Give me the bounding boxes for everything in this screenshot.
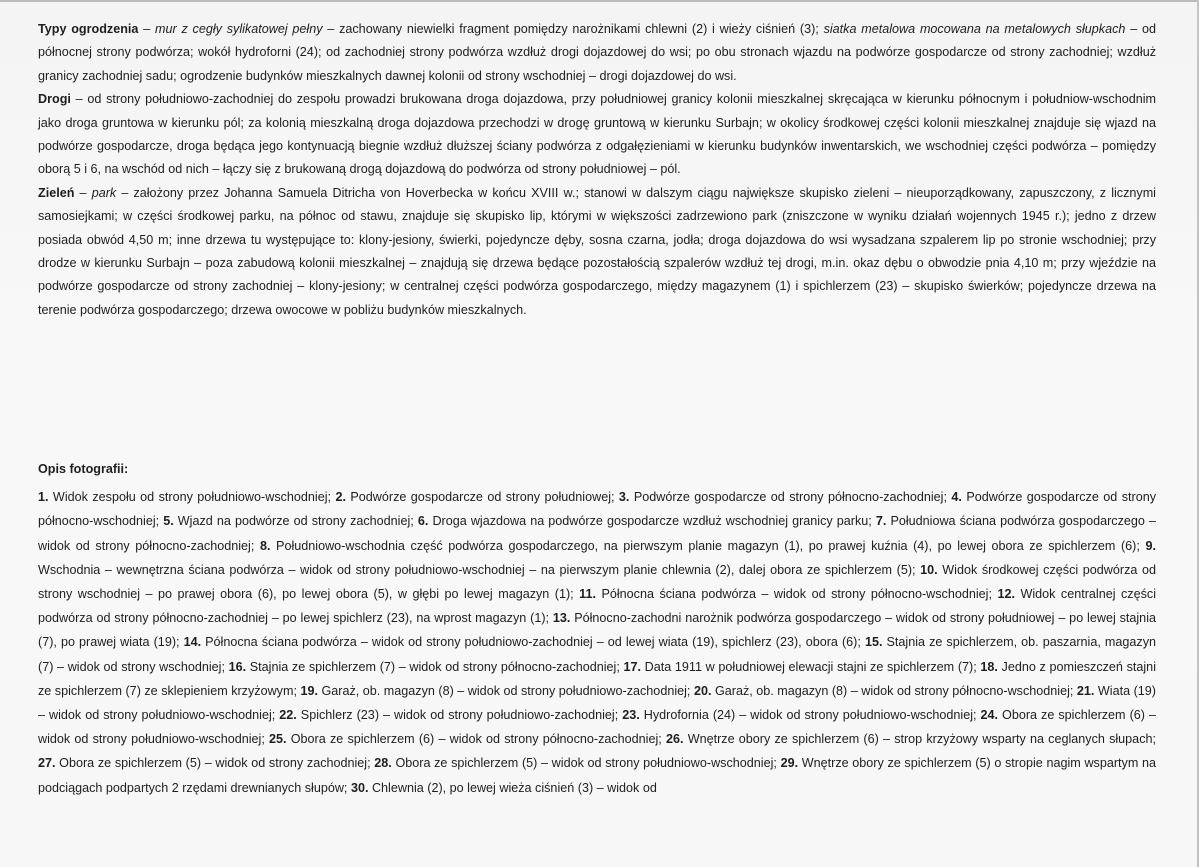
fences-paragraph: [38, 18, 1156, 88]
photo-item-number: 13.: [552, 611, 571, 626]
photo-item-number: 30.: [350, 780, 369, 795]
photo-item-number: 17.: [623, 659, 642, 674]
photo-item-text: Droga wjazdowa na podwórze gospodarcze wzdłuż wschodniej granicy parku;: [428, 514, 876, 529]
photo-item-text: Spichlerz (23) – widok od strony południowo-zachodniej;: [296, 708, 623, 723]
photo-item-number: 23.: [622, 708, 640, 723]
fences-text-1: –: [138, 22, 155, 36]
photo-heading-text: Opis fotografii:: [38, 462, 129, 476]
photo-item-number: 26.: [665, 732, 684, 747]
photo-item-number: 12.: [997, 587, 1015, 602]
greenery-paragraph: [38, 182, 1156, 322]
greenery-text-2: – założony przez Johanna Samuela Ditricha von Hoverbecka w końcu XVIII w.; stanowi w dalszym ciągu największe skupisko zieleni – nieuporządkowany, zapuszczony, z licznymi samosiejkami; w części środkowej parku, na północ od stawu, znajduje się skupisko lip, którymi w większości zadrzewiono park (zniszczone w wyniku działań wojennych 1945 r.); jedno z drzew posiada obwód 4,50 m; inne drzewa tu występujące to: klony-jesiony, świerki, pojedyncze dęby, sosna czarna, jodła; droga dojazdowa do wsi wysadzana szpalerem lip po stronie wschodniej; przy drodze w kierunku Surbajn – poza zabudową kolonii mieszkalnej – znajdują się drzewa będące pozostałością szpalerów wzdłuż tej drogi, m.in. okaz dębu o obwodzie pnia 4,10 m; przy wjeździe na podwórze gospodarcze od strony zachodniej – klony-jesiony; w centralnej części podwórza gospodarczego, między magazynem (1) i spichlerzem (23) – skupisko świerków; pojedyncze drzewa na terenie podwórza gospodarczego; drzewa owocowe w pobliżu budynków mieszkalnych.: [38, 185, 1156, 317]
fences-italic-1: mur z cegły sylikatowej pełny: [155, 22, 323, 36]
photo-item-text: Obora ze spichlerzem (6) –widok od strony południowo-wschodniej;: [38, 708, 1156, 747]
photo-item-text: Wjazd na podwórze od strony zachodniej;: [173, 514, 418, 529]
photo-item-text: Stajnia ze spichlerzem, ob. paszarnia, magazyn (7) – widok od strony wschodniej;: [38, 635, 1156, 674]
photo-item-text: Garaż, ob. magazyn (8) – widok od strony południowo-zachodniej;: [317, 683, 694, 698]
photo-descriptions-block: [38, 457, 1156, 800]
photo-item-text: Obora ze spichlerzem (5) – widok od strony zachodniej;: [55, 756, 375, 771]
photo-item-number: 25.: [269, 732, 287, 747]
photo-item-text: Wiata (19) – widok od strony południowo-wschodniej;: [38, 683, 1156, 723]
scan-edge-top: [0, 0, 1199, 2]
photo-item-number: 15.: [864, 635, 883, 650]
greenery-label: Zieleń: [38, 185, 75, 200]
photo-item-text: Data 1911 w południowej elewacji stajni ze spichlerzem (7);: [641, 659, 981, 674]
photo-item-text: Chlewnia (2), po lewej wieża ciśnień (3) – widok od: [368, 780, 657, 795]
photo-item-text: Podwórze gospodarcze od strony północno-zachodniej;: [629, 490, 952, 505]
photo-item-text: Widok środkowej części podwórza od strony wschodniej – po prawej obora (6), po lewej obora (5), w głębi po lewej magazyn (1);: [38, 562, 1156, 602]
photo-item-text: Wschodnia – wewnętrzna ściana podwórza – widok od strony południowo-wschodniej – na pierwszym planie chlewnia (2), dalej obora ze spichlerzem (5);: [38, 562, 921, 577]
photo-item-number: 18.: [980, 659, 998, 674]
photo-item-number: 16.: [228, 659, 247, 674]
photo-item-text: Północna ściana podwórza – widok od strony północno-wschodniej;: [595, 587, 998, 602]
photo-item-number: 21.: [1076, 683, 1095, 698]
fences-text-3: – od północnej strony podwórza; wokół hydroforni (24); od zachodniej strony podwórza wzdłuż drogi dojazdowej do wsi; po obu stronach wjazdu na podwórze gospodarcze od strony zachodniej; wzdłuż granicy zachodniej sadu; ogrodzenie budynków mieszkalnych dawnej kolonii od strony wschodniej – drogi dojazdowej do wsi.: [38, 22, 1156, 83]
photo-item-number: 19.: [300, 683, 318, 698]
photo-item-text: Wnętrze obory ze spichlerzem (5) o stropie nagim wspartym na podciągach podpartych 2 rzędami drewnianych słupów;: [38, 756, 1156, 795]
photo-item-text: Widok centralnej części podwórza od strony północno-zachodniej – po lewej spichlerz (23), na wprost magazyn (1);: [38, 587, 1156, 626]
photo-item-text: Podwórze gospodarcze od strony północno-wschodniej;: [38, 490, 1156, 529]
photo-item-number: 1.: [38, 490, 49, 505]
photo-item-number: 4.: [951, 490, 962, 505]
greenery-italic-1: park: [91, 185, 117, 200]
roads-text: – od strony południowo-zachodniej do zespołu prowadzi brukowana droga dojazdowa, przy południowej granicy kolonii mieszkalnej skręcająca w kierunku północnym i południow-wschodnim jako droga gruntowa w kierunku pól; za kolonią mieszkalną droga dojazdowa przechodzi w drogę gruntową w kierunku Surbajn; w okolicy środkowej części kolonii mieszkalnej znajduje się wjazd na podwórze gospodarcze, droga będąca jego kontynuacją biegnie wzdłuż dłuższej ściany podwórza z odgałęzieniami w kierunku budynków inwentarskich, we wschodniej części podwórza – pomiędzy oborą 5 i 6, na wschód od nich – łączy się z brukowaną drogą dojazdową do podwórza od strony południowej – pól.: [38, 92, 1156, 177]
photo-item-number: 27.: [38, 756, 56, 771]
roads-label: Drogi: [38, 92, 71, 107]
photo-list: [38, 485, 1156, 800]
photo-item-number: 3.: [618, 490, 630, 505]
photo-item-number: 22.: [279, 708, 297, 723]
fences-label: Typy ogrodzenia: [38, 22, 139, 36]
photo-item-text: Garaż, ob. magazyn (8) – widok od strony północno-wschodniej;: [711, 683, 1077, 698]
photo-item-number: 20.: [693, 683, 712, 698]
photo-item-text: Widok zespołu od strony południowo-wschodniej;: [48, 490, 336, 505]
fences-italic-2: siatka metalowa mocowana na metalowych słupkach: [823, 22, 1126, 36]
photo-item-text: Północno-zachodni narożnik podwórza gospodarczego – widok od strony południowej – po lewej stajnia (7), po prawej wiata (19);: [38, 611, 1156, 650]
photo-item-number: 6.: [417, 514, 429, 529]
photo-item-text: Obora ze spichlerzem (6) – widok od strony północno-zachodniej;: [286, 732, 666, 747]
photo-descriptions-heading: [38, 457, 1156, 481]
photo-item-text: Wnętrze obory ze spichlerzem (6) – strop krzyżowy wsparty na ceglanych słupach;: [683, 732, 1156, 747]
photo-item-number: 10.: [920, 562, 938, 577]
descriptions-block: [38, 18, 1156, 322]
photo-item-number: 14.: [183, 635, 202, 650]
photo-item-number: 29.: [780, 756, 799, 771]
photo-item-text: Obora ze spichlerzem (5) – widok od strony południowo-wschodniej;: [391, 756, 781, 771]
photo-item-text: Podwórze gospodarcze od strony południowej;: [345, 490, 619, 505]
photo-item-text: Południowa ściana podwórza gospodarczego – widok od strony północno-zachodniej;: [38, 514, 1156, 553]
photo-item-number: 2.: [335, 490, 346, 505]
photo-item-number: 24.: [980, 708, 999, 723]
greenery-text-1: –: [74, 185, 92, 200]
photo-item-text: Hydrofornia (24) – widok od strony południowo-wschodniej;: [639, 708, 981, 723]
photo-item-number: 5.: [163, 514, 174, 529]
roads-paragraph: [38, 88, 1156, 182]
photo-item-number: 8.: [259, 538, 271, 553]
photo-item-number: 9.: [1145, 538, 1156, 553]
fences-text-2: – zachowany niewielki fragment pomiędzy narożnikami chlewni (2) i wieży ciśnień (3);: [322, 22, 824, 36]
photo-item-number: 7.: [875, 514, 887, 529]
photo-item-text: Stajnia ze spichlerzem (7) – widok od strony północno-zachodniej;: [246, 659, 624, 674]
photo-item-text: Południowo-wschodnia część podwórza gospodarczego, na pierwszym planie magazyn (1), po prawej kuźnia (4), po lewej obora ze spichlerzem (6);: [270, 538, 1146, 553]
photo-item-text: Północna ściana podwórza – widok od strony południowo-zachodniej – od lewej wiata (19), spichlerz (23), obora (6);: [201, 635, 865, 650]
photo-item-text: Jedno z pomieszczeń stajni ze spichlerzem (7) ze sklepieniem krzyżowym;: [38, 659, 1156, 698]
photo-item-number: 28.: [374, 756, 392, 771]
photo-item-number: 11.: [579, 587, 596, 602]
